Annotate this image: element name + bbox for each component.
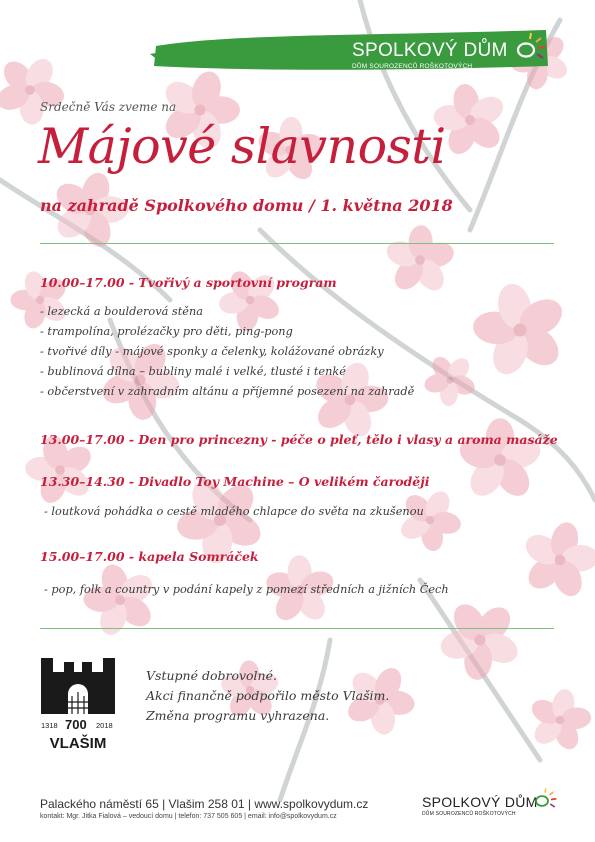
year-end: 2018 xyxy=(96,721,113,730)
program-item: - bublinová dílna – bubliny malé i velké, tlusté i tenké xyxy=(40,362,414,382)
program-title: 15.00–17.00 - kapela Somráček xyxy=(40,549,259,564)
blossom-shape xyxy=(0,54,67,126)
blossom-shape xyxy=(528,687,593,753)
blossom-shape xyxy=(438,599,522,681)
footer-brand-subtitle: DŮM SOUROZENCŮ ROŠKOTOVÝCH xyxy=(422,811,516,817)
footer-brand-name: SPOLKOVÝ DŮM xyxy=(422,794,538,810)
brand-name: SPOLKOVÝ DŮM xyxy=(352,40,508,61)
note-line: Akci finančně podpořilo město Vlašim. xyxy=(146,688,390,703)
program-item: - trampolína, prolézačky pro děti, ping-pong xyxy=(40,322,414,342)
footer-address: Palackého náměstí 65 | Vlašim 258 01 | www.spolkovydum.cz xyxy=(40,797,369,811)
event-subtitle: na zahradě Spolkového domu / 1. května 2018 xyxy=(40,196,453,215)
program-title: 10.00–17.00 - Tvořivý a sportovní program xyxy=(40,275,337,290)
brand-subtitle: DŮM SOUROZENCŮ ROŠKOTOVÝCH xyxy=(352,63,473,70)
program-list xyxy=(44,502,424,522)
program-item: - tvořivé díly - májové sponky a čelenky, kolážované obrázky xyxy=(40,342,414,362)
blossom-shape xyxy=(472,281,569,380)
program-title: 13.30–14.30 - Divadlo Toy Machine – O velikém čaroději xyxy=(40,474,430,489)
footer-contact: kontakt: Mgr. Jitka Fialová – vedoucí domu | telefon: 737 505 605 | email: info@spolkovydum.cz xyxy=(40,813,337,820)
program-list xyxy=(44,580,449,600)
program-item: - lezecká a boulderová stěna xyxy=(40,302,414,322)
brand xyxy=(352,40,508,70)
event-title: Májové slavnosti xyxy=(38,118,446,175)
notes xyxy=(146,666,389,726)
brand-logo-icon xyxy=(510,30,550,70)
blossom-shape xyxy=(456,418,544,502)
invitation-text: Srdečně Vás zveme na xyxy=(40,100,177,114)
vlasim-700-logo xyxy=(38,656,118,752)
blossom-shape xyxy=(520,520,595,601)
year-start: 1318 xyxy=(41,721,58,730)
note-line: Vstupné dobrovolné. xyxy=(146,668,277,683)
program-item: - loutková pohádka o cestě mladého chlapce do světa na zkušenou xyxy=(44,502,424,522)
program-list xyxy=(40,302,414,402)
divider-bottom xyxy=(40,628,554,629)
blossom-shape xyxy=(422,353,477,407)
footer-brand xyxy=(422,794,538,817)
blossom-shape xyxy=(383,225,457,296)
program-item: - občerstvení v zahradním altánu a příjemné posezení na zahradě xyxy=(40,382,414,402)
divider-top xyxy=(40,243,554,244)
program-title: 13.00–17.00 - Den pro princezny - péče o pleť, tělo i vlasy a aroma masáže xyxy=(40,432,558,447)
town-name: VLAŠIM xyxy=(49,735,107,752)
program-item: - pop, folk a country v podání kapely z pomezí středních a jižních Čech xyxy=(44,580,449,600)
note-line: Změna programu vyhrazena. xyxy=(146,708,330,723)
anniversary-number: 700 xyxy=(65,717,87,732)
footer-brand-logo-icon xyxy=(530,786,560,816)
